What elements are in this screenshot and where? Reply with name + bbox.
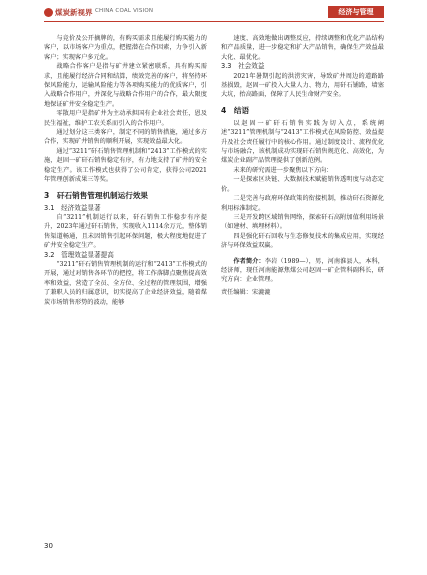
paragraph: 速度、高效地做出调整反应，持续调整和优化产品结构和产品质量，进一步稳定和扩大产品销售，确保生产效益最大化、最优化。 <box>221 35 384 61</box>
journal-logo-icon <box>44 8 53 17</box>
editor-credit: 责任编辑：宋漉漉 <box>221 288 271 296</box>
paragraph: 未来的研究需进一步聚焦以下方向： <box>233 166 333 174</box>
author-bio <box>221 257 384 285</box>
subsection-heading: 3.1 经济效益显著 <box>44 203 101 212</box>
paragraph: 通过“3211”矸石销售管理机制和“2413”工作模式的实施，赵固一矿矸石销售稳定有序，有力地支持了矿井的安全稳定生产。该工作模式也获得了公司肯定，获得公司2021年管理创新成果三等奖。 <box>44 147 207 184</box>
author-bio-text: 李岩（1989—），男，河南淮县人，本科，经济师，现任河南能源焦煤公司赵固一矿企管科副科长，研究方向：企业管理。 <box>221 257 384 284</box>
author-bio-label: 作者简介： <box>233 257 265 265</box>
paragraph: 战略合作客户是指与矿井建立紧密联系，具有购买需求，且能履行经济合同和结算，绩效完善的客户，将坚持环保风险能力，运输风险能力等各项购买能力的优质客户，引入战略合作用户，并深化与战略合作用户的合作，最大限度地保证矿井安全稳定生产。 <box>44 63 207 108</box>
page-number: 30 <box>44 542 53 550</box>
paragraph: 与竞价及公开摘牌的，有购买需求且能履行购买能力的客户，以市场客户为重点，把握潜在合作因素，力争引入新客户；实现客户多元化。 <box>44 35 207 61</box>
section-tag: 经济与管理 <box>328 6 384 18</box>
journal-name: 煤炭新视界 <box>55 8 93 17</box>
right-column <box>221 34 384 297</box>
list-item: 二是完善与政府环保政策的衔接机制，推动矸石资源化利用标准制定。 <box>221 195 384 212</box>
header-rule <box>44 21 384 22</box>
paragraph: 通过划分这三类客户，制定不同的销售措施，通过多方合作，实现矿井销售的顺利开展，实现效益最大化。 <box>44 129 207 146</box>
list-item: 一是探索区块链、大数据技术赋能销售透明度与动态定价。 <box>221 176 384 193</box>
page-header <box>0 0 427 24</box>
left-column <box>44 34 207 307</box>
journal-name-en: CHINA COAL VISION <box>95 8 154 14</box>
future-directions-list <box>221 175 384 250</box>
paragraph: 零散用户是指矿井为主动承担国有企业社会责任，恩及民生福祉，维护工农关系而引入的合作用户。 <box>44 110 207 127</box>
list-item: 四是强化矸石回收与生态修复技术的集成应用，实现经济与环保效益双赢。 <box>221 232 384 250</box>
list-item: 三是开发跨区域销售网络，探索矸石高附加值利用场景（如建材、填埋材料）。 <box>221 213 384 231</box>
subsection-heading: 3.3 社会效益 <box>221 62 265 71</box>
paragraph: 自“3211”机制运行以来，矸石销售工作稳步有序提升，2023年通过矸石销售，实现收入1114余万元，整体销售渠道畅通，且未因销售引起环保问题，极大程度地促进了矿井安全稳定生产。 <box>44 213 207 250</box>
section-heading: 3 矸石销售管理机制运行效果 <box>44 190 149 200</box>
paragraph: “3211”矸石销售管理机制的运行和“2413”工作模式的开展，通过对销售各环节的把控，将工作落脚点聚焦提高效率和效益，营造了全员、全方位、全过程的管理氛围，增强了兼职人员的归属意识，切实提高了企业经济效益，随着煤炭市场销售形势的波动，能够 <box>44 260 207 306</box>
section-heading: 4 结语 <box>221 105 250 115</box>
subsection-heading: 3.2 管理效益显著提高 <box>44 250 114 259</box>
paragraph: 2021年暑期引起的洪涝灾害，导致矿井周边的道路路基损毁，赵固一矿投入大量人力、物力，用矸石铺路，墙塞大坑，抬高路面，保障了人民生命财产安全。 <box>221 72 384 99</box>
paragraph: 以赵固一矿矸石销售实践为切入点，系统阐述“3211”管理机制与“2413”工作模式在风险防控、效益提升及社会责任履行中的核心作用。通过制度设计、流程优化与市场融合，该机制成功实现矸石销售规范化、高效化，为煤炭企业副产品管理提供了创新范例。 <box>221 119 384 165</box>
